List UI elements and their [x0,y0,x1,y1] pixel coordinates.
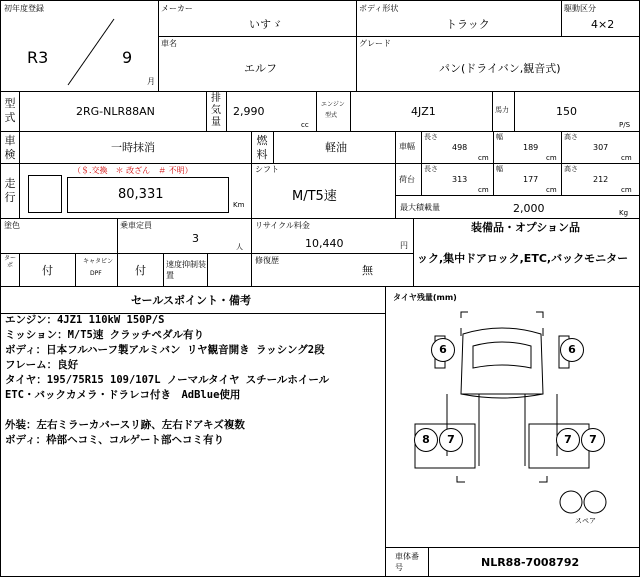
grid-line [1,91,639,92]
grid-line [316,91,317,131]
truck-outline [401,306,621,526]
cabin-length: 498 [452,143,468,152]
sales-line [5,403,385,418]
sales-line: ミッション：M/T5速 クラッチペダル有り [5,329,204,341]
grid-line [385,547,639,548]
grid-line [158,1,159,91]
grade-label: グレード [359,39,391,48]
cm-unit: cm [621,154,632,162]
grid-line [226,91,227,131]
grid-line [1,218,639,219]
cabin-height: 307 [593,143,609,152]
type-label: 型式 [4,97,16,124]
grid-line [356,1,357,91]
mileage-label: 走行 [4,177,16,204]
body-label: ボディ形状 [359,4,399,13]
mileage-check-box [28,175,62,213]
tire-title: タイヤ残量(mm) [393,293,457,302]
sales-line: フレーム：良好 [5,359,79,371]
engine-value: 4JZ1 [411,105,436,118]
grid-line [421,131,422,195]
maker-value: いすゞ [249,18,282,31]
grid-line [395,131,396,218]
spare-label: スペア [575,517,596,525]
grid-line [163,253,164,286]
grid-line [206,91,207,131]
displacement-value: 2,990 [233,105,265,118]
cargo-length-label: 長さ [424,165,438,173]
grid-line [395,195,639,196]
tire-front-left: 6 [431,338,455,362]
power-label: 馬力 [495,106,509,114]
first-reg-era: R3 [27,48,49,67]
dpf-label: DPF [90,270,102,277]
grid-line [1,163,639,164]
cargo-length: 313 [452,175,468,184]
grid-line [207,253,208,286]
catalyst-label: キャタピン [83,258,114,265]
recycle-value: 10,440 [305,237,344,250]
sales-line: ボディ：日本フルハーフ製アルミバン リヤ観音開き ラッシング2段 [5,344,325,356]
cabin-length-label: 長さ [424,133,438,141]
repair-label: 修復歴 [255,256,279,265]
cargo-label: 荷台 [399,175,415,184]
grade-value: パン(ドライバン,観音式) [439,62,561,75]
grid-line [117,218,118,253]
mileage-value: 80,331 [118,187,164,202]
sales-line: エンジン：4JZ1 110kW 150P/S [5,314,165,326]
grid-line [493,131,494,195]
grid-line [75,253,76,286]
color-label: 塗色 [4,221,20,230]
cm-unit: cm [621,186,632,194]
grid-line [1,286,639,287]
cabin-width: 189 [523,143,539,152]
grid-line [117,253,118,286]
fuel-value: 軽油 [325,141,347,154]
tire-front-right: 6 [560,338,584,362]
tire-rear-left-inner: 7 [439,428,463,452]
sales-notes [5,313,385,448]
speed-limiter-label: 速度抑制装置 [166,260,206,280]
cabin-label: 車幅 [399,142,415,151]
engine-type-label: 型式 [325,112,338,119]
max-load-unit: Kg [619,209,629,217]
sales-line: ボディ：枠部ヘコミ、コルゲート部ヘコミ有り [5,434,225,446]
inspection-value: 一時抹消 [111,141,155,154]
engine-label: エンジン [321,101,345,108]
max-load-label: 最大積載量 [400,203,440,212]
fuel-label: 燃料 [256,134,268,161]
grid-line [561,1,562,36]
sales-line: 外装：左右ミラーカバースリ跡、左右ドアキズ複数 [5,419,245,431]
model-value: エルフ [244,62,277,75]
power-unit: P/S [619,121,631,129]
equipment-list: ック,集中ドアロック,ETC,バックモニター [417,252,629,265]
cm-unit: cm [478,186,489,194]
body-value: トラック [446,18,490,31]
chassis-label: 車体番号 [395,552,419,572]
cargo-height-label: 高さ [564,165,578,173]
cargo-width: 177 [523,175,539,184]
grid-line [385,286,386,576]
power-value: 150 [556,105,577,118]
grid-line [1,131,639,132]
grid-line [413,218,414,286]
turbo-value: 付 [42,264,53,277]
first-reg-month: 9 [122,48,133,67]
grid-line [19,253,20,286]
chassis-value: NLR88-7008792 [481,556,580,569]
recycle-unit: 円 [400,241,408,250]
grid-line [492,91,493,131]
sales-line: ETC・バックカメラ・ドラレコ付き AdBlue使用 [5,389,241,401]
cabin-height-label: 高さ [564,133,578,141]
grid-line [514,91,515,131]
grid-line [19,131,20,218]
drive-label: 駆動区分 [564,4,596,13]
recycle-label: リサイクル料金 [255,221,310,230]
grid-line [19,91,20,131]
grid-line [561,131,562,195]
first-reg-label: 初年度登録 [4,4,44,13]
displacement-label: 排気量 [211,93,221,128]
cm-unit: cm [546,186,557,194]
date-slash [66,17,116,87]
sales-title: セールスポイント・備考 [131,294,252,307]
max-load-value: 2,000 [513,202,545,215]
type-value: 2RG-NLR88AN [76,105,155,118]
displacement-unit: cc [301,121,309,129]
inspection-label: 車検 [4,134,16,161]
model-label: 車名 [161,39,177,48]
dpf-value: 付 [135,264,146,277]
grid-line [251,131,252,286]
cm-unit: cm [546,154,557,162]
shift-value: M/T5速 [292,189,337,204]
shift-label: シフト [255,165,279,174]
tire-rear-right-outer: 7 [581,428,605,452]
cargo-width-label: 幅 [496,165,503,173]
tire-rear-right-inner: 7 [556,428,580,452]
maker-label: メーカー [161,4,193,13]
capacity-unit: 人 [236,243,243,251]
tire-rear-left-outer: 8 [414,428,438,452]
drive-value: 4×2 [591,18,615,31]
turbo-label: ターボ [3,255,16,269]
mileage-notice: （＄.交換 ＊ 改ざん ＃ 不明） [73,166,193,175]
repair-value: 無 [362,264,373,277]
cm-unit: cm [478,154,489,162]
equipment-title: 装備品・オプション品 [471,221,581,234]
cargo-height: 212 [593,175,609,184]
capacity-label: 乗車定員 [120,221,152,230]
grid-line [158,36,639,37]
cabin-width-label: 幅 [496,133,503,141]
capacity-value: 3 [192,232,199,245]
sales-line: タイヤ：195/75R15 109/107L ノーマルタイヤ スチールホイール [5,374,330,386]
grid-line [428,547,429,576]
month-unit: 月 [147,77,155,86]
mileage-unit: Km [233,201,245,209]
grid-line [273,131,274,163]
grid-line [350,91,351,131]
